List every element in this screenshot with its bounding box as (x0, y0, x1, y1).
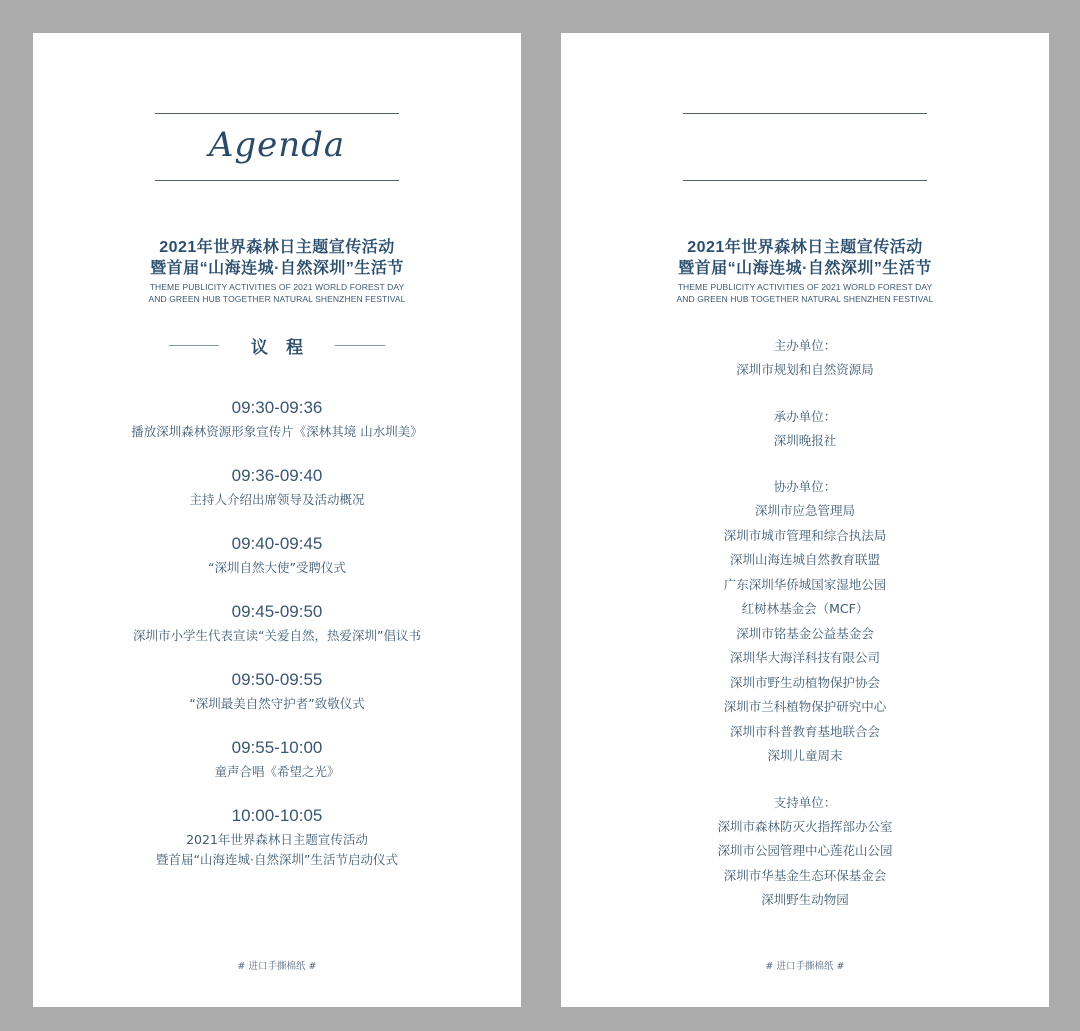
organizer-name: 深圳儿童周末 (767, 748, 843, 763)
organizer-group (561, 475, 1049, 769)
organizer-name: 广东深圳华侨城国家湿地公园 (723, 576, 887, 592)
top-divider (155, 113, 399, 114)
organizers-card (561, 33, 1049, 1007)
organizer-group-label: 协办单位： (773, 479, 837, 494)
section-divider-left (169, 345, 219, 346)
event-title-cn-line2: 暨首届“山海连城·自然深圳”生活节 (150, 260, 404, 277)
schedule-item (33, 737, 521, 782)
organizer-name: 红树林基金会（MCF） (741, 601, 869, 616)
schedule-description: 播放深圳森林资源形象宣传片《深林其境 山水圳美》 (131, 424, 423, 439)
event-title-cn-line1: 2021年世界森林日主题宣传活动 (687, 239, 923, 256)
organizer-name: 深圳市兰科植物保护研究中心 (723, 699, 887, 714)
schedule-time: 09:50-09:55 (231, 670, 323, 689)
schedule-description: 主持人介绍出席领导及活动概况 (189, 492, 365, 507)
organizer-name: 深圳野生动物园 (761, 892, 849, 907)
organizer-name: 深圳晚报社 (773, 432, 837, 448)
bottom-divider (155, 180, 399, 181)
paper-note: # 进口手撕棉纸 # (765, 961, 845, 972)
event-title-en-line2: AND GREEN HUB TOGETHER NATURAL SHENZHEN FESTIVAL (148, 294, 406, 304)
schedule-item (33, 397, 521, 442)
organizer-name: 深圳市应急管理局 (754, 503, 855, 518)
organizer-group (561, 405, 1049, 454)
section-title: 议程 (251, 338, 321, 358)
schedule-item (33, 533, 521, 578)
organizer-name: 深圳山海连城自然教育联盟 (729, 552, 880, 567)
organizer-group-label: 主办单位： (773, 338, 837, 353)
top-divider (683, 113, 927, 114)
event-title-block (561, 237, 1049, 305)
bottom-divider (683, 180, 927, 181)
event-title-cn-line1: 2021年世界森林日主题宣传活动 (159, 239, 395, 256)
paper-note: # 进口手撕棉纸 # (237, 961, 317, 972)
organizer-name: 深圳市规划和自然资源局 (736, 362, 874, 377)
organizer-name: 深圳华大海洋科技有限公司 (729, 650, 880, 665)
event-title-cn-line2: 暨首届“山海连城·自然深圳”生活节 (678, 260, 932, 277)
schedule-item (33, 669, 521, 714)
event-title-block (33, 237, 521, 305)
event-title-en-line2: AND GREEN HUB TOGETHER NATURAL SHENZHEN FESTIVAL (676, 294, 934, 304)
schedule-description: “深圳自然大使”受聘仪式 (208, 560, 346, 575)
organizer-name: 深圳市野生动植物保护协会 (729, 674, 880, 690)
event-title-en-line1: THEME PUBLICITY ACTIVITIES OF 2021 WORLD FOREST DAY (149, 282, 405, 292)
schedule-description: 童声合唱《希望之光》 (214, 764, 340, 779)
organizer-name: 深圳市城市管理和综合执法局 (723, 527, 887, 543)
schedule-list (33, 397, 521, 893)
schedule-time: 10:00-10:05 (231, 806, 323, 825)
schedule-description: 暨首届“山海连城·自然深圳”生活节启动仪式 (156, 852, 398, 867)
schedule-description: 深圳市小学生代表宣读“关爱自然，热爱深圳”倡议书 (133, 628, 421, 643)
schedule-description: “深圳最美自然守护者”致敬仪式 (189, 696, 365, 711)
agenda-script-heading: Agenda (208, 125, 346, 165)
agenda-card (33, 33, 521, 1007)
schedule-item (33, 805, 521, 870)
organizer-name: 深圳市科普教育基地联合会 (729, 723, 880, 739)
agenda-section-heading (33, 333, 521, 358)
organizer-name: 深圳市森林防灭火指挥部办公室 (717, 818, 893, 834)
organizer-list (561, 334, 1049, 935)
schedule-time: 09:55-10:00 (231, 738, 323, 757)
organizer-group-label: 承办单位： (773, 408, 837, 424)
schedule-time: 09:30-09:36 (231, 398, 323, 417)
schedule-description: 2021年世界森林日主题宣传活动 (186, 832, 368, 847)
schedule-item (33, 601, 521, 646)
organizer-name: 深圳市华基金生态环保基金会 (723, 867, 887, 883)
event-title-en-line1: THEME PUBLICITY ACTIVITIES OF 2021 WORLD FOREST DAY (677, 282, 933, 292)
organizer-name: 深圳市公园管理中心莲花山公园 (717, 843, 893, 858)
schedule-item (33, 465, 521, 510)
organizer-group (561, 791, 1049, 913)
organizer-group (561, 334, 1049, 383)
schedule-time: 09:40-09:45 (231, 534, 323, 553)
schedule-time: 09:36-09:40 (231, 466, 323, 485)
organizer-name: 深圳市铭基金公益基金会 (736, 625, 874, 641)
schedule-time: 09:45-09:50 (231, 602, 323, 621)
organizer-group-label: 支持单位： (773, 794, 837, 810)
section-divider-right (335, 345, 385, 346)
